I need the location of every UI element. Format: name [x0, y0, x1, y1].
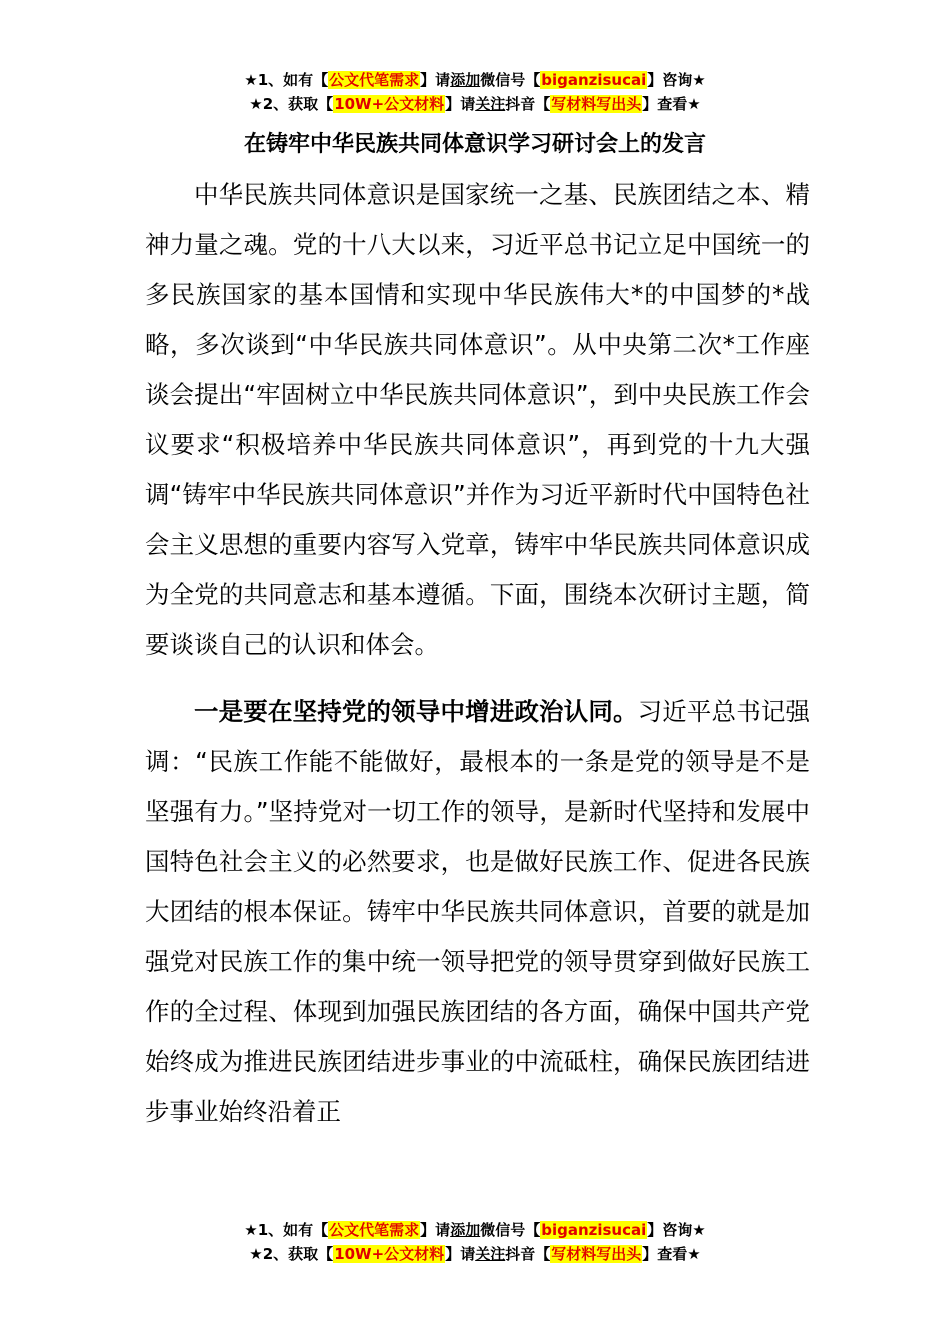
highlight-wechat-id: biganzisucai: [541, 71, 647, 89]
promo-text: 抖音【: [505, 1245, 551, 1263]
paragraph-point-one: [145, 687, 810, 1137]
underlined-word: 添加: [450, 71, 481, 89]
highlight-service: 公文代笔需求: [329, 1221, 420, 1239]
promo-line-1: [0, 1218, 950, 1242]
promo-line-1: [0, 68, 950, 92]
highlight-materials: 10W+公文材料: [334, 1245, 445, 1263]
promo-text: 】请: [445, 95, 476, 113]
highlight-materials: 10W+公文材料: [334, 95, 445, 113]
promo-text: ★2、获取【: [249, 95, 334, 113]
promo-line-2: [0, 1242, 950, 1266]
promo-text: 微信号【: [480, 1221, 541, 1239]
promo-text: 】请: [420, 71, 451, 89]
highlight-douyin-account: 写材料写出头: [551, 1245, 642, 1263]
document-title: 在铸牢中华民族共同体意识学习研讨会上的发言: [243, 132, 706, 157]
promo-text: 】查看★: [642, 1245, 701, 1263]
highlight-douyin-account: 写材料写出头: [551, 95, 642, 113]
promo-text: 抖音【: [505, 95, 551, 113]
promo-text: 】查看★: [642, 95, 701, 113]
promo-text: ★1、如有【: [244, 71, 329, 89]
promo-banner-bottom: [0, 1218, 950, 1266]
document-body: [145, 170, 810, 1137]
underlined-word: 关注: [475, 95, 506, 113]
promo-banner-top: [0, 68, 950, 116]
promo-text: ★1、如有【: [244, 1221, 329, 1239]
highlight-wechat-id: biganzisucai: [541, 1221, 647, 1239]
promo-text: 】请: [420, 1221, 451, 1239]
promo-text: 微信号【: [480, 71, 541, 89]
paragraph-lead: 一是要在坚持党的领导中增进政治认同。: [194, 697, 638, 726]
paragraph-intro: 中华民族共同体意识是国家统一之基、民族团结之本、精神力量之魂。党的十八大以来，习近平总书记立足中国统一的多民族国家的基本国情和实现中华民族伟大*的中国梦的*战略，多次谈到“中华民族共同体意识”。从中央第二次*工作座谈会提出“牢固树立中华民族共同体意识”，到中央民族工作会议要求“积极培养中华民族共同体意识”，再到党的十九大强调“铸牢中华民族共同体意识”并作为习近平新时代中国特色社会主义思想的重要内容写入党章，铸牢中华民族共同体意识成为全党的共同意志和基本遵循。下面，围绕本次研讨主题，简要谈谈自己的认识和体会。: [145, 180, 810, 659]
promo-text: 】咨询★: [647, 1221, 706, 1239]
promo-text: ★2、获取【: [249, 1245, 334, 1263]
underlined-word: 关注: [475, 1245, 506, 1263]
promo-text: 】咨询★: [647, 71, 706, 89]
underlined-word: 添加: [450, 1221, 481, 1239]
promo-text: 】请: [445, 1245, 476, 1263]
promo-line-2: [0, 92, 950, 116]
paragraph-text: 习近平总书记强调：“民族工作能不能做好，最根本的一条是党的领导是不是坚强有力。”坚持党对一切工作的领导，是新时代坚持和发展中国特色社会主义的必然要求，也是做好民族工作、促进各民族大团结的根本保证。铸牢中华民族共同体意识，首要的就是加强党对民族工作的集中统一领导把党的领导贯穿到做好民族工作的全过程、体现到加强民族团结的各方面，确保中国共产党始终成为推进民族团结进步事业的中流砥柱，确保民族团结进步事业始终沿着正: [145, 697, 810, 1126]
highlight-service: 公文代笔需求: [329, 71, 420, 89]
